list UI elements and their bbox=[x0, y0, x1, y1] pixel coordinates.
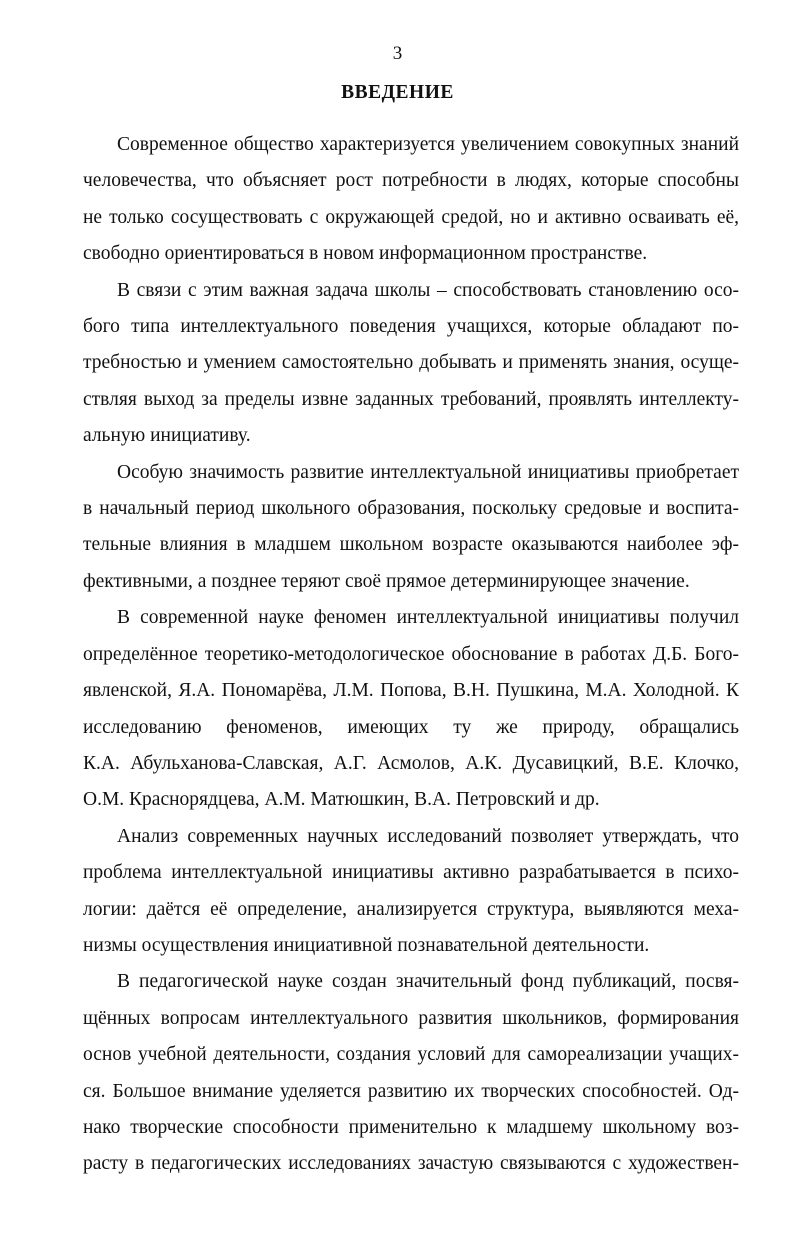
text-line: В связи с этим важная задача школы – способствовать становлению осо- bbox=[117, 279, 739, 301]
text-line: Особую значимость развитие интеллектуальной инициативы приобретает bbox=[117, 461, 739, 483]
text-line: Современное общество характеризуется увеличением совокупных знаний bbox=[117, 134, 739, 155]
text-line: Анализ современных научных исследований позволяет утверждать, что bbox=[117, 825, 739, 847]
text-line: альную инициативу. bbox=[83, 425, 251, 447]
text-line: нако творческие способности применительно к младшему школьному воз- bbox=[83, 1117, 739, 1139]
text-line: ствляя выход за пределы извне заданных требований, проявлять интеллекту- bbox=[83, 388, 739, 410]
page-number: 3 bbox=[392, 43, 403, 64]
paragraph-1 bbox=[83, 127, 739, 273]
page-title: ВВЕДЕНИЕ bbox=[341, 82, 454, 103]
text-line: О.М. Краснорядцева, А.М. Матюшкин, В.А. Петровский и др. bbox=[83, 789, 600, 811]
text-line: ся. Большое внимание уделяется развитию их творческих способностей. Од- bbox=[83, 1080, 739, 1102]
text-line: низмы осуществления инициативной познавательной деятельности. bbox=[83, 934, 650, 956]
text-line: расту в педагогических исследованиях зачастую связываются с художествен- bbox=[83, 1153, 739, 1175]
text-line: не только сосуществовать с окружающей средой, но и активно осваивать её, bbox=[83, 206, 739, 228]
text-line: основ учебной деятельности, создания условий для самореализации учащих- bbox=[83, 1044, 739, 1066]
text-line: логии: даётся её определение, анализируется структура, выявляются меха- bbox=[83, 898, 739, 920]
paragraph-4 bbox=[83, 600, 739, 818]
text-line: проблема интеллектуальной инициативы активно разрабатывается в психо- bbox=[83, 862, 739, 884]
text-line: К.А. Абульханова-Славская, А.Г. Асмолов, А.К. Дусавицкий, В.Е. Клочко, bbox=[83, 752, 739, 774]
paragraph-5 bbox=[83, 819, 739, 965]
text-line: бого типа интеллектуального поведения учащихся, которые обладают по- bbox=[83, 316, 739, 338]
text-line: требностью и умением самостоятельно добывать и применять знания, осуще- bbox=[83, 352, 739, 374]
text-line: фективными, а позднее теряют своё прямое детерминирующее значение. bbox=[83, 570, 690, 592]
text-line: В современной науке феномен интеллектуальной инициативы получил bbox=[117, 607, 739, 629]
text-line: свободно ориентироваться в новом информационном пространстве. bbox=[83, 243, 648, 265]
text-line: исследованию феноменов, имеющих ту же природу, обращались bbox=[83, 716, 739, 738]
text-line: определённое теоретико-методологическое обоснование в работах Д.Б. Бого- bbox=[83, 643, 739, 665]
text-line: В педагогической науке создан значительный фонд публикаций, посвя- bbox=[117, 971, 739, 993]
text-line: явленской, Я.А. Пономарёва, Л.М. Попова, В.Н. Пушкина, М.А. Холодной. К bbox=[83, 680, 739, 702]
paragraph-2 bbox=[83, 273, 739, 455]
body-text bbox=[83, 127, 739, 1183]
text-line: тельные влияния в младшем школьном возрасте оказываются наиболее эф- bbox=[83, 534, 739, 556]
text-line: человечества, что объясняет рост потребности в людях, которые способны bbox=[83, 170, 739, 192]
paragraph-6 bbox=[83, 964, 739, 1182]
text-line: щённых вопросам интеллектуального развития школьников, формирования bbox=[83, 1007, 739, 1029]
text-line: в начальный период школьного образования, поскольку средовые и воспита- bbox=[83, 498, 739, 520]
paragraph-3 bbox=[83, 455, 739, 601]
